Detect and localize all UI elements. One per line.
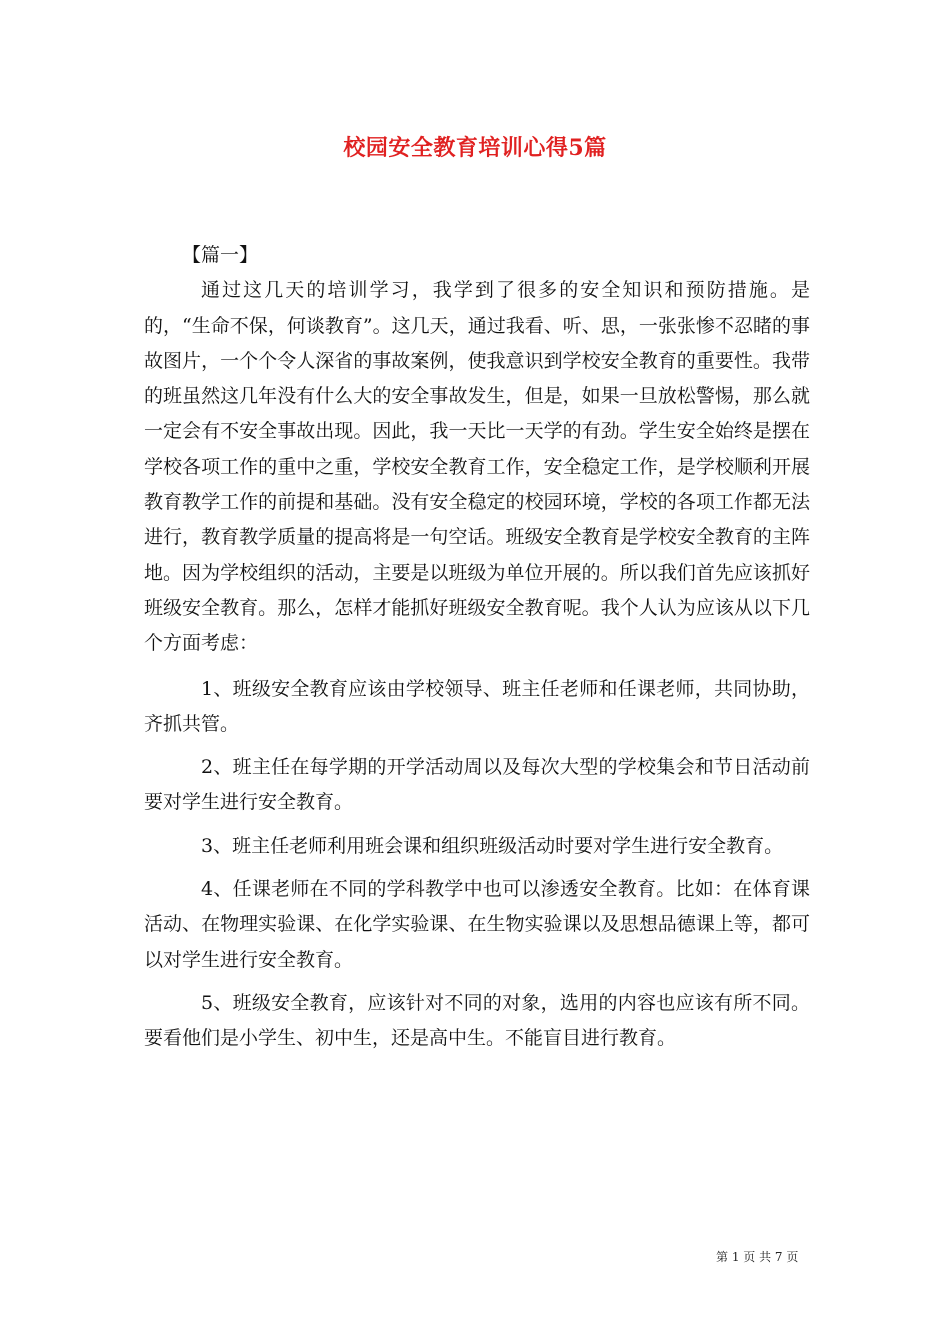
page-number-footer: 第 1 页 共 7 页	[716, 1250, 799, 1264]
list-item-2: 2、班主任在每学期的开学活动周以及每次大型的学校集会和节日活动前要对学生进行安全教育。	[144, 756, 810, 814]
list-item-5: 5、班级安全教育，应该针对不同的对象，选用的内容也应该有所不同。要看他们是小学生、初中生，还是高中生。不能盲目进行教育。	[144, 991, 810, 1050]
list-item-1: 1、班级安全教育应该由学校领导、班主任老师和任课老师，共同协助，齐抓共管。	[144, 677, 810, 735]
list-item-4: 4、任课老师在不同的学科教学中也可以渗透安全教育。比如：在体育课活动、在物理实验课、在化学实验课、在生物实验课以及思想品德课上等，都可以对学生进行安全教育。	[144, 878, 810, 971]
document-body	[144, 238, 810, 1057]
intro-paragraph: 通过这几天的培训学习，我学到了很多的安全知识和预防措施。是的，“生命不保，何谈教育”。这几天，通过我看、听、思，一张张惨不忍睹的事故图片，一个个令人深省的事故案例，使我意识到学校安全教育的重要性。我带的班虽然这几年没有什么大的安全事故发生，但是，如果一旦放松警惕，那么就一定会有不安全事故出现。因此，我一天比一天学的有劲。学生安全始终是摆在学校各项工作的重中之重，学校安全教育工作，安全稳定工作，是学校顺利开展教育教学工作的前提和基础。没有安全稳定的校园环境，学校的各项工作都无法进行，教育教学质量的提高将是一句空话。班级安全教育是学校安全教育的主阵地。因为学校组织的活动，主要是以班级为单位开展的。所以我们首先应该抓好班级安全教育。那么，怎样才能抓好班级安全教育呢。我个人认为应该从以下几个方面考虑：	[144, 279, 810, 655]
document-title: 校园安全教育培训心得5篇	[343, 135, 607, 161]
list-item-3: 3、班主任老师利用班会课和组织班级活动时要对学生进行安全教育。	[201, 834, 784, 857]
section-heading: 【篇一】	[182, 244, 259, 266]
